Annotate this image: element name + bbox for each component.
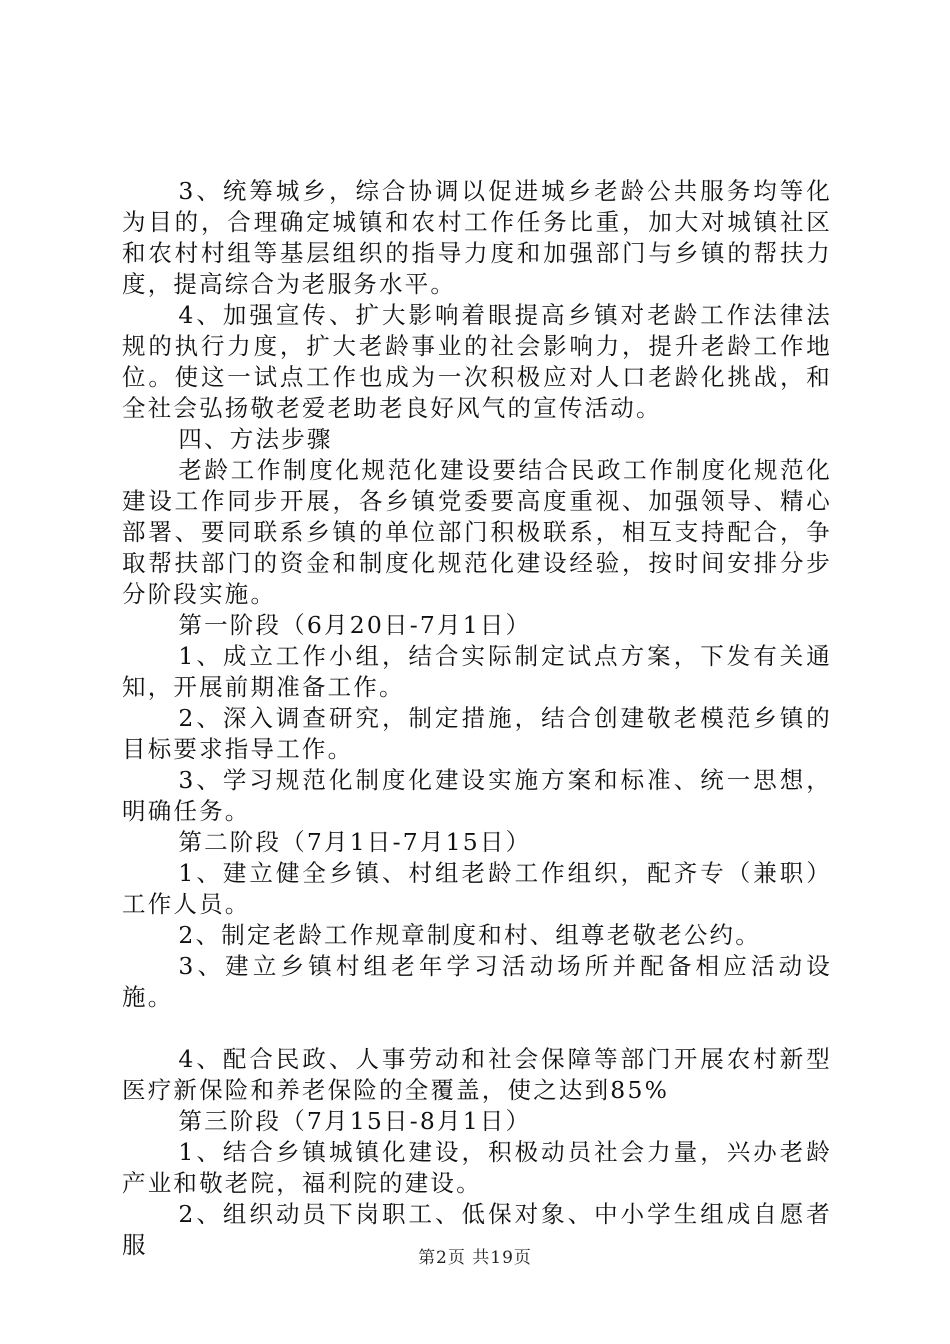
page-number-footer: 第2页 共19页 [418,1248,532,1268]
stage-two-item-3: 3、建立乡镇村组老年学习活动场所并配备相应活动设施。 [122,952,832,1011]
stage-three-heading: 第三阶段（7月15日-8月1日） [178,1107,532,1135]
stage-three-item-1: 1、结合乡镇城镇化建设，积极动员社会力量，兴办老龄产业和敬老院，福利院的建设。 [122,1138,832,1197]
paragraph-item-3: 3、统筹城乡，综合协调以促进城乡老龄公共服务均等化为目的，合理确定城镇和农村工作任务比重，加大对城镇社区和农村村组等基层组织的指导力度和加强部门与乡镇的帮扶力度，提高综合为老服务水平。 [122,177,832,298]
paragraph-item-4: 4、加强宣传、扩大影响着眼提高乡镇对老龄工作法律法规的执行力度，扩大老龄事业的社会影响力，提升老龄工作地位。使这一试点工作也成为一次积极应对人口老龄化挑战，和全社会弘扬敬老爱老助老良好风气的宣传活动。 [122,301,832,422]
stage-one-item-1: 1、成立工作小组，结合实际制定试点方案，下发有关通知，开展前期准备工作。 [122,642,832,701]
stage-two-heading: 第二阶段（7月1日-7月15日） [178,828,532,856]
stage-one-heading: 第一阶段（6月20日-7月1日） [178,611,532,639]
stage-one-item-2: 2、深入调查研究，制定措施，结合创建敬老模范乡镇的目标要求指导工作。 [122,704,832,763]
stage-two-item-4: 4、配合民政、人事劳动和社会保障等部门开展农村新型医疗新保险和养老保险的全覆盖，使之达到85% [122,1045,832,1104]
stage-one-item-3: 3、学习规范化制度化建设实施方案和标准、统一思想，明确任务。 [122,766,832,825]
stage-three-item-2: 2、组织动员下岗职工、低保对象、中小学生组成自愿者服 [122,1200,832,1259]
stage-two-item-1: 1、建立健全乡镇、村组老龄工作组织，配齐专（兼职）工作人员。 [122,859,832,918]
stage-two-item-2: 2、制定老龄工作规章制度和村、组尊老敬老公约。 [178,921,761,949]
document-body [122,176,832,1261]
paragraph-spacer [122,1013,832,1044]
paragraph-methods-intro: 老龄工作制度化规范化建设要结合民政工作制度化规范化建设工作同步开展，各乡镇党委要高度重视、加强领导、精心部署、要同联系乡镇的单位部门积极联系，相互支持配合，争取帮扶部门的资金和制度化规范化建设经验，按时间安排分步分阶段实施。 [122,456,832,608]
section-heading-methods: 四、方法步骤 [178,425,333,453]
